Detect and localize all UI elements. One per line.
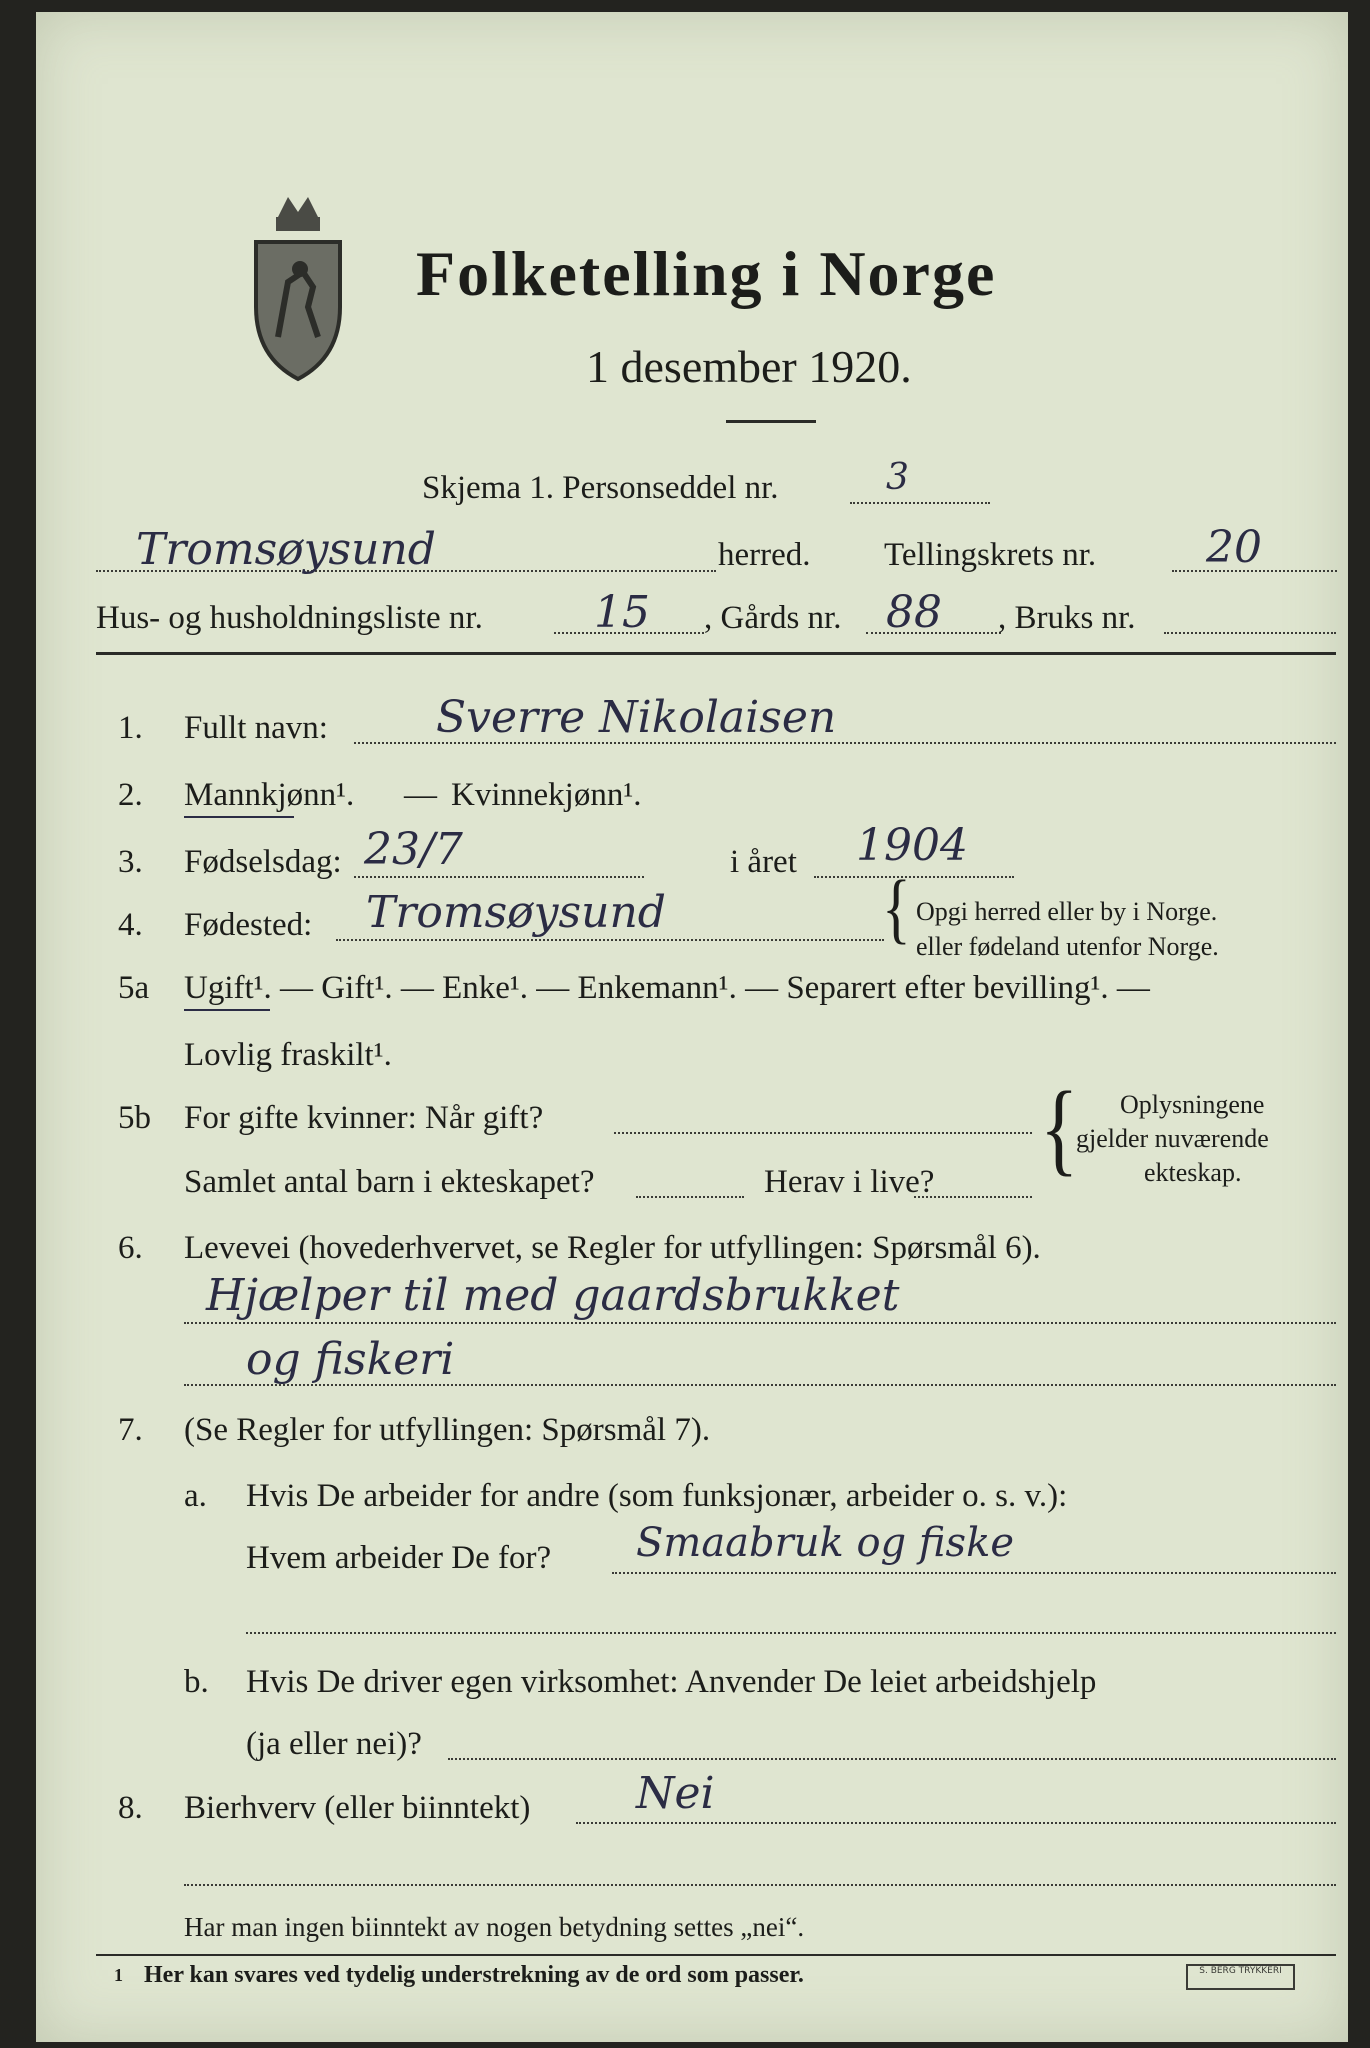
header-rule <box>96 652 1336 655</box>
q1-value: Sverre Nikolaisen <box>436 692 837 743</box>
q3-value: 23/7 <box>364 824 463 875</box>
q7-label: (Se Regler for utfyllingen: Spørsmål 7). <box>184 1412 711 1448</box>
q7a-value-line <box>612 1572 1336 1574</box>
q5b-label2: Samlet antal barn i ekteskapet? <box>184 1164 595 1200</box>
q4-note1: Opgi herred eller by i Norge. <box>916 897 1218 926</box>
q5b-alive-line <box>914 1196 1032 1198</box>
q8-label: Bierhverv (eller biinntekt) <box>184 1790 531 1826</box>
q4-note2: eller fødeland utenfor Norge. <box>916 932 1219 961</box>
q7b-letter: b. <box>184 1664 209 1700</box>
q2-male-underline <box>184 816 294 818</box>
q5b-children-line <box>636 1196 744 1198</box>
q6-value1: Hjælper til med gaardsbrukket <box>206 1270 900 1321</box>
q3-value-line <box>354 876 644 878</box>
q2-female: Kvinnekjønn¹. <box>451 777 642 813</box>
q7b-text: Hvis De driver egen virksomhet: Anvender De leiet arbeidshjelp <box>246 1664 1097 1700</box>
q4-brace: { <box>882 864 911 951</box>
q8-number: 8. <box>118 1790 143 1826</box>
footnote-mark: 1 <box>114 1965 123 1985</box>
q7b-label: (ja eller nei)? <box>246 1726 422 1762</box>
skjema-value: 3 <box>886 457 909 498</box>
q8-value-line <box>576 1822 1336 1824</box>
printer-stamp: S. BERG TRYKKERI <box>1186 1964 1295 1990</box>
q4-number: 4. <box>118 907 143 943</box>
tellingskrets-label: Tellingskrets nr. <box>884 537 1097 573</box>
q6-number: 6. <box>118 1230 143 1266</box>
q7a-extra-line <box>246 1632 1336 1634</box>
q5b-note1: Oplysningene <box>1120 1090 1265 1119</box>
bruks-value-line <box>1164 632 1336 634</box>
q5b-note3: ekteskap. <box>1144 1158 1242 1187</box>
gards-label: , Gårds nr. <box>704 600 842 636</box>
q7b-value-line <box>448 1758 1336 1760</box>
gards-value: 88 <box>886 587 942 638</box>
q5a-ugift-underline <box>184 1009 270 1011</box>
skjema-label: Skjema 1. Personseddel nr. <box>422 470 779 506</box>
q4-value: Tromsøysund <box>366 887 666 938</box>
q3-year-label: i året <box>730 844 797 880</box>
herred-value: Tromsøysund <box>136 524 436 575</box>
q6-value-line1 <box>184 1322 1336 1324</box>
q7a-letter: a. <box>184 1478 207 1514</box>
q1-label: Fullt navn: <box>184 710 328 746</box>
census-date: 1 desember 1920. <box>586 341 912 392</box>
herred-label: herred. <box>718 537 811 573</box>
q4-value-line <box>336 939 884 941</box>
q2-number: 2. <box>118 777 143 813</box>
hus-label: Hus- og husholdningsliste nr. <box>96 600 483 636</box>
q5b-number: 5b <box>118 1100 151 1136</box>
q8-value: Nei <box>636 1768 715 1819</box>
q7a-text: Hvis De arbeider for andre (som funksjonær, arbeider o. s. v.): <box>246 1478 1068 1514</box>
skjema-value-line <box>850 502 990 504</box>
q2-male: Mannkjønn¹. <box>184 777 355 813</box>
footnote-text: Her kan svares ved tydelig understrekning av de ord som passer. <box>144 1962 804 1988</box>
bruks-label: , Bruks nr. <box>998 600 1136 636</box>
footnote-rule <box>96 1954 1336 1956</box>
q4-label: Fødested: <box>184 907 313 943</box>
tellingskrets-value: 20 <box>1206 522 1262 573</box>
census-form-sheet <box>36 12 1348 2042</box>
q7a-value: Smaabruk og fiske <box>636 1520 1014 1566</box>
q8-extra-line <box>184 1884 1336 1886</box>
q1-number: 1. <box>118 710 143 746</box>
title-divider <box>726 420 816 423</box>
norway-coat-of-arms-icon <box>248 187 348 387</box>
q5a-text2: Lovlig fraskilt¹. <box>184 1037 392 1073</box>
q3-label: Fødselsdag: <box>184 844 342 880</box>
q7a-label: Hvem arbeider De for? <box>246 1540 552 1576</box>
q6-label: Levevei (hovederhvervet, se Regler for utfyllingen: Spørsmål 6). <box>184 1230 1041 1266</box>
q5a-number: 5a <box>118 970 150 1006</box>
q5b-brace: { <box>1040 1071 1079 1187</box>
q5a-text1: Ugift¹. — Gift¹. — Enke¹. — Enkemann¹. — Separert efter bevilling¹. — <box>184 970 1150 1006</box>
q3-year-value: 1904 <box>856 820 968 871</box>
q6-value2: og fiskeri <box>246 1334 455 1385</box>
q3-year-line <box>814 876 1014 878</box>
q5b-label1: For gifte kvinner: Når gift? <box>184 1100 544 1136</box>
form-title: Folketelling i Norge <box>416 238 997 309</box>
biinntekt-note: Har man ingen biinntekt av nogen betydning settes „nei“. <box>184 1912 805 1942</box>
q7-number: 7. <box>118 1412 143 1448</box>
q5b-note2: gjelder nuværende <box>1076 1124 1269 1153</box>
hus-value: 15 <box>594 587 650 638</box>
q2-sep: — <box>404 777 437 813</box>
q5b-married-line <box>614 1132 1032 1134</box>
q5b-label3: Herav i live? <box>764 1164 935 1200</box>
q3-number: 3. <box>118 844 143 880</box>
